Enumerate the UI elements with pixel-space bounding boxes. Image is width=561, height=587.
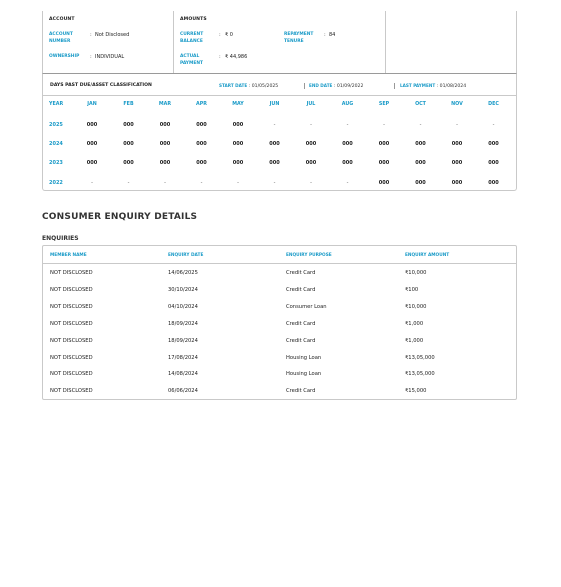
repayment-tenure-value: 84 [329, 32, 336, 38]
dpd-value-cell: 000 [159, 122, 171, 128]
member-name-cell: NOT DISCLOSED [50, 388, 93, 395]
dpd-value-cell: - [492, 122, 495, 128]
dpd-value-cell: - [310, 180, 312, 186]
dpd-value-cell: - [91, 180, 93, 186]
enquiry-purpose-cell: Credit Card [286, 270, 316, 276]
dpd-month-header: JUN [269, 102, 280, 107]
dpd-value-cell: - [310, 122, 312, 128]
dpd-month-header: OCT [415, 102, 426, 107]
dpd-header [43, 74, 516, 96]
dpd-value-cell: - [383, 122, 385, 128]
enquiry-amount-cell: ₹1,000 [405, 320, 424, 327]
dpd-month-header: APR [196, 102, 207, 107]
colon: : [90, 54, 92, 60]
dpd-value-cell: 000 [123, 141, 134, 147]
enquiry-purpose-cell: Housing Loan [286, 371, 322, 378]
enquiry-table-header [43, 246, 516, 264]
dpd-year-cell: 2022 [49, 180, 63, 186]
dpd-month-header: FEB [123, 102, 134, 107]
account-column [43, 11, 174, 73]
divider [304, 83, 305, 89]
member-name-cell: NOT DISCLOSED [50, 337, 93, 344]
enquiry-date-cell: 04/10/2024 [168, 303, 198, 310]
dpd-value-cell: 000 [196, 160, 207, 166]
last-payment: LAST PAYMENT : 01/08/2024 [400, 83, 467, 89]
dpd-value-cell: 000 [488, 180, 499, 186]
dpd-value-cell: 000 [488, 141, 499, 147]
enquiry-purpose-cell: Credit Card [286, 286, 316, 293]
ownership-value: INDIVIDUAL [95, 54, 125, 60]
dpd-value-cell: 000 [488, 160, 499, 166]
dpd-year-header: YEAR [49, 102, 64, 107]
account-number-label: ACCOUNT NUMBER [49, 32, 73, 44]
account-number-value: Not Disclosed [95, 32, 130, 38]
dpd-value-cell: 000 [378, 141, 390, 147]
dpd-value-cell: 000 [123, 122, 134, 128]
dpd-value-cell: 000 [269, 160, 280, 166]
colon: : [219, 32, 221, 38]
dpd-value-cell: - [273, 180, 276, 186]
dpd-value-cell: - [419, 122, 422, 128]
member-name-cell: NOT DISCLOSED [50, 286, 93, 293]
dpd-year-cell: 2024 [49, 141, 63, 147]
col-enquiry-amount: ENQUIRY AMOUNT [405, 253, 450, 258]
dpd-value-cell: 000 [123, 160, 134, 166]
dpd-month-header: DEC [488, 102, 499, 107]
enquiry-table [42, 245, 517, 400]
dpd-month-header: MAR [158, 102, 172, 107]
dpd-value-cell: 000 [305, 141, 317, 147]
divider [394, 83, 395, 89]
colon: : [90, 32, 92, 38]
enquiry-date-cell: 14/08/2024 [168, 371, 198, 378]
amounts-title: AMOUNTS [180, 17, 207, 22]
enquiry-amount-cell: ₹1,000 [405, 337, 424, 344]
current-balance-label: CURRENT BALANCE [180, 32, 204, 44]
end-date: END DATE : 01/09/2022 [309, 83, 364, 89]
dpd-month-header: SEP [378, 102, 390, 107]
colon: : [219, 54, 221, 60]
dpd-value-cell: - [164, 180, 166, 186]
current-balance-value: ₹ 0 [225, 32, 233, 38]
member-name-cell: NOT DISCLOSED [50, 354, 93, 361]
dpd-value-cell: 000 [415, 141, 426, 147]
dpd-value-cell: - [346, 122, 349, 128]
member-name-cell: NOT DISCLOSED [50, 320, 93, 327]
enquiry-amount-cell: ₹10,000 [405, 303, 427, 310]
col-enquiry-date: ENQUIRY DATE [168, 253, 204, 258]
member-name-cell: NOT DISCLOSED [50, 371, 93, 378]
dpd-value-cell: 000 [451, 180, 463, 186]
enquiry-heading: CONSUMER ENQUIRY DETAILS [42, 212, 198, 222]
dpd-value-cell: - [346, 180, 349, 186]
dpd-month-header: MAY [232, 102, 244, 107]
enquiry-purpose-cell: Consumer Loan [286, 303, 327, 310]
actual-payment-label: ACTUAL PAYMENT [180, 54, 204, 66]
dpd-month-header: JAN [87, 102, 97, 107]
col-enquiry-purpose: ENQUIRY PURPOSE [286, 253, 332, 258]
enquiry-date-cell: 06/06/2024 [168, 388, 198, 395]
enquiry-purpose-cell: Credit Card [286, 388, 316, 395]
enquiry-amount-cell: ₹10,000 [405, 270, 427, 276]
dpd-value-cell: 000 [342, 141, 353, 147]
enquiry-date-cell: 17/08/2024 [168, 354, 198, 361]
dpd-value-cell: 000 [342, 160, 353, 166]
enquiry-amount-cell: ₹15,000 [405, 388, 427, 395]
dpd-value-cell: - [273, 122, 276, 128]
member-name-cell: NOT DISCLOSED [50, 303, 93, 310]
dpd-value-cell: - [237, 180, 239, 186]
dpd-value-cell: 000 [86, 160, 98, 166]
dpd-title: DAYS PAST DUE/ASSET CLASSIFICATION [50, 83, 152, 88]
enquiry-amount-cell: ₹13,05,000 [405, 371, 435, 378]
dpd-value-cell: 000 [451, 160, 463, 166]
dpd-year-cell: 2025 [49, 122, 63, 128]
member-name-cell: NOT DISCLOSED [50, 270, 93, 276]
dpd-month-header: NOV [451, 102, 463, 107]
enquiry-amount-cell: ₹13,05,000 [405, 354, 435, 361]
dpd-value-cell: 000 [159, 160, 171, 166]
dpd-year-cell: 2023 [49, 160, 63, 166]
enquiry-purpose-cell: Credit Card [286, 337, 316, 344]
dpd-value-cell: 000 [196, 141, 207, 147]
repayment-tenure-label: REPAYMENT TENURE [284, 32, 314, 44]
dpd-value-cell: - [200, 180, 203, 186]
dpd-value-cell: 000 [86, 122, 98, 128]
enquiry-purpose-cell: Credit Card [286, 320, 316, 327]
dpd-value-cell: - [127, 180, 130, 186]
enquiry-date-cell: 18/09/2024 [168, 320, 198, 327]
enquiries-subheading: ENQUIRIES [42, 235, 79, 242]
enquiry-date-cell: 14/06/2025 [168, 270, 198, 276]
enquiry-date-cell: 18/09/2024 [168, 337, 198, 344]
dpd-value-cell: 000 [378, 180, 390, 186]
amounts-column [174, 11, 386, 73]
dpd-box [42, 74, 517, 191]
colon: : [324, 32, 326, 38]
dpd-value-cell: 000 [196, 122, 207, 128]
dpd-value-cell: 000 [159, 141, 171, 147]
dpd-value-cell: 000 [232, 141, 244, 147]
enquiry-amount-cell: ₹100 [405, 286, 419, 293]
dpd-value-cell: 000 [415, 180, 426, 186]
dpd-value-cell: 000 [232, 122, 244, 128]
dpd-value-cell: - [456, 122, 458, 128]
dpd-value-cell: 000 [415, 160, 426, 166]
start-date: START DATE : 01/05/2025 [219, 83, 279, 89]
dpd-value-cell: 000 [378, 160, 390, 166]
dpd-month-header: JUL [306, 102, 316, 107]
account-title: ACCOUNT [49, 17, 75, 22]
col-member-name: MEMBER NAME [50, 253, 87, 258]
dpd-value-cell: 000 [305, 160, 317, 166]
account-summary-box [42, 11, 517, 74]
dpd-value-cell: 000 [269, 141, 280, 147]
enquiry-purpose-cell: Housing Loan [286, 354, 322, 361]
dpd-value-cell: 000 [451, 141, 463, 147]
dpd-month-header: AUG [341, 102, 354, 107]
actual-payment-value: ₹ 44,986 [225, 54, 248, 60]
dpd-value-cell: 000 [86, 141, 98, 147]
ownership-label: OWNERSHIP [49, 54, 80, 59]
enquiry-date-cell: 30/10/2024 [168, 286, 198, 293]
dpd-value-cell: 000 [232, 160, 244, 166]
